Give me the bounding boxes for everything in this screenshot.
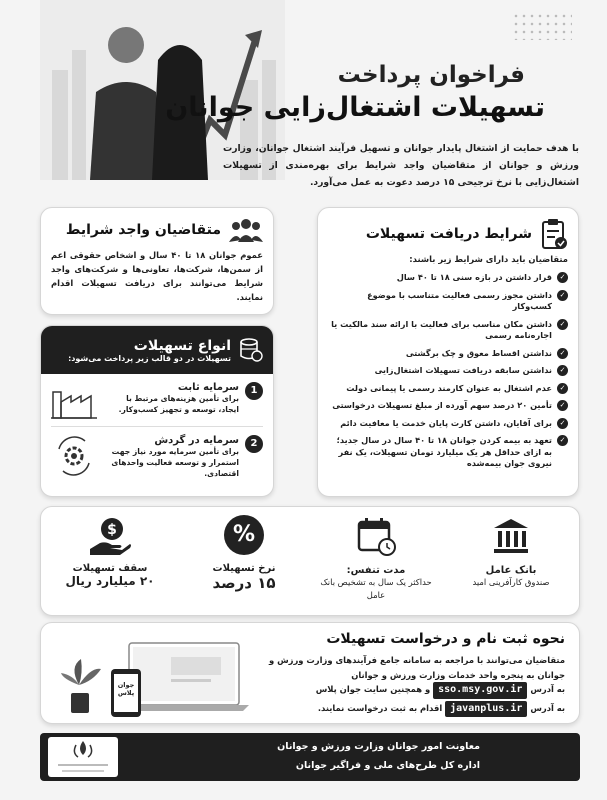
stat-bank [451,515,571,589]
page-title-line2: تسهیلات اشتغال‌زایی جوانان [165,92,545,123]
stat-grace [311,515,441,602]
check-icon: ✓ [557,290,568,301]
type-text: برای تأمین سرمایه مورد نیاز جهت استمرار و توسعه فعالیت واحدهای اقتصادی. [111,447,239,478]
types-card [40,325,274,497]
page-title-line1: فراخوان پرداخت [337,62,525,88]
intro-text: با هدف حمایت از اشتغال پایدار جوانان و تسهیل فرآیند اشتغال جوانان، وزارت ورزش و جوانان از متقاضیان واجد شرایط برای بهره‌مندی از تسهیلات اشتغال‌زایی با نرخ ترجیحی ۱۵ درصد دعوت به عمل می‌آورد. [223,143,579,188]
condition-item: ✓ قرار داشتن در بازه سنی ۱۸ تا ۴۰ سال [328,272,568,284]
check-icon: ✓ [557,400,568,411]
register-text: متقاضیان می‌توانند با مراجعه به سامانه جامع فرآیندهای وزارت ورزش و جوانان به پنجره واحد خدمات وزارت ورزش و جوانان به آدرس sso.msy.gov.ir و همچنین سایت جوان پلاس به آدرس javanplus.ir اقدام به ثبت درخواست نمایند. [265,653,565,717]
condition-item: ✓ عدم اشتغال به عنوان کارمند رسمی یا پیمانی دولت [328,383,568,395]
laptop-phone-illustration [51,637,261,721]
stat-label: مدت تنفس: [346,565,406,576]
url-javanplus-link[interactable]: javanplus.ir [445,701,527,718]
stat-sub: حداکثر یک سال به تشخیص بانک عامل [320,577,432,600]
check-icon: ✓ [557,272,568,283]
type-title: سرمایه ثابت [177,382,239,393]
type-text: برای تأمین هزینه‌های مرتبط با ایجاد، توسعه و تجهیز کسب‌وکار. [118,394,239,414]
register-card [40,622,580,724]
stat-label: سقف تسهیلات [72,563,148,574]
percent-icon: % [224,515,264,555]
stat-sub: صندوق کارآفرینی امید [472,577,550,587]
stat-label: نرخ تسهیلات [212,563,276,574]
eligible-text: عموم جوانان ۱۸ تا ۴۰ سال و اشخاص حقوقی اعم از سمن‌ها، شرکت‌ها، تعاونی‌ها و شرکت‌های واجد شرایط می‌توانند برای دریافت تسهیلات اقدام نمایند. [51,250,263,302]
conditions-card [317,207,579,497]
check-icon: ✓ [557,435,568,446]
condition-item: ✓ نداشتن اقساط معوق و چک برگشتی [328,348,568,360]
condition-item: ✓ نداشتن سابقه دریافت تسهیلات اشتغال‌زایی [328,365,568,377]
footer [40,733,580,781]
condition-item: ✓ برای آقایان، داشتن کارت پایان خدمت یا معافیت دائم [328,418,568,430]
check-icon: ✓ [557,383,568,394]
people-icon [229,218,263,242]
stat-value: ۲۰ میلیارد ریال [65,574,155,588]
checklist-icon [540,218,568,250]
svg-text:$: $ [107,522,117,538]
coins-icon [239,337,263,363]
type-item [41,429,273,485]
type-title: سرمایه در گردش [154,435,239,446]
check-icon: ✓ [557,319,568,330]
bank-icon [490,515,532,557]
money-hand-icon [88,515,132,557]
types-title: انواع تسهیلات [133,337,231,354]
condition-item: ✓ تأمین ۲۰ درصد سهم آورده از مبلغ تسهیلات درخواستی [328,400,568,412]
stat-cap [46,515,174,588]
conditions-title: شرایط دریافت تسهیلات [365,226,532,242]
stat-value: ۱۵ درصد [212,574,276,592]
check-icon: ✓ [557,365,568,376]
footer-line1: معاونت امور جوانان وزارت ورزش و جوانان [277,741,480,752]
calendar-icon [355,515,397,557]
stats-card [40,506,580,616]
eligible-title: متقاضیان واجد شرایط [65,222,221,238]
ministry-logo [48,737,118,777]
conditions-subtitle: متقاضیان باید دارای شرایط زیر باشند: [409,254,568,264]
url-sso-link[interactable]: sso.msy.gov.ir [433,682,527,699]
check-icon: ✓ [557,418,568,429]
type-item [41,374,273,424]
types-subtitle: تسهیلات در دو قالب زیر پرداخت می‌شود: [68,353,231,363]
eligible-card [40,207,274,315]
stat-label: بانک عامل [485,565,537,576]
condition-item: ✓ تعهد به بیمه کردن جوانان ۱۸ تا ۴۰ سال در سال جدید؛ به ازای حداقل هر یک میلیارد تومان تسهیلات، یک نفر نیروی جوان بیمه‌شده [328,435,568,470]
check-icon: ✓ [557,348,568,359]
factory-icon [51,382,97,420]
conditions-list [328,272,568,470]
cycle-gear-icon [51,435,97,477]
condition-item: ✓ داشتن مجوز رسمی فعالیت متناسب با موضوع کسب‌وکار [328,290,568,313]
condition-item: ✓ داشتن مکان مناسب برای فعالیت با ارائه سند مالکیت یا اجاره‌نامه رسمی [328,319,568,342]
dots-decoration [512,12,572,40]
stat-rate [184,515,304,592]
footer-line2: اداره کل طرح‌های ملی و فراگیر جوانان [295,760,480,771]
type-number: 1 [245,382,263,400]
register-title: نحوه ثبت نام و درخواست تسهیلات [326,631,565,647]
type-number: 2 [245,435,263,453]
phone-app-label: جوان پلاس [117,681,135,697]
